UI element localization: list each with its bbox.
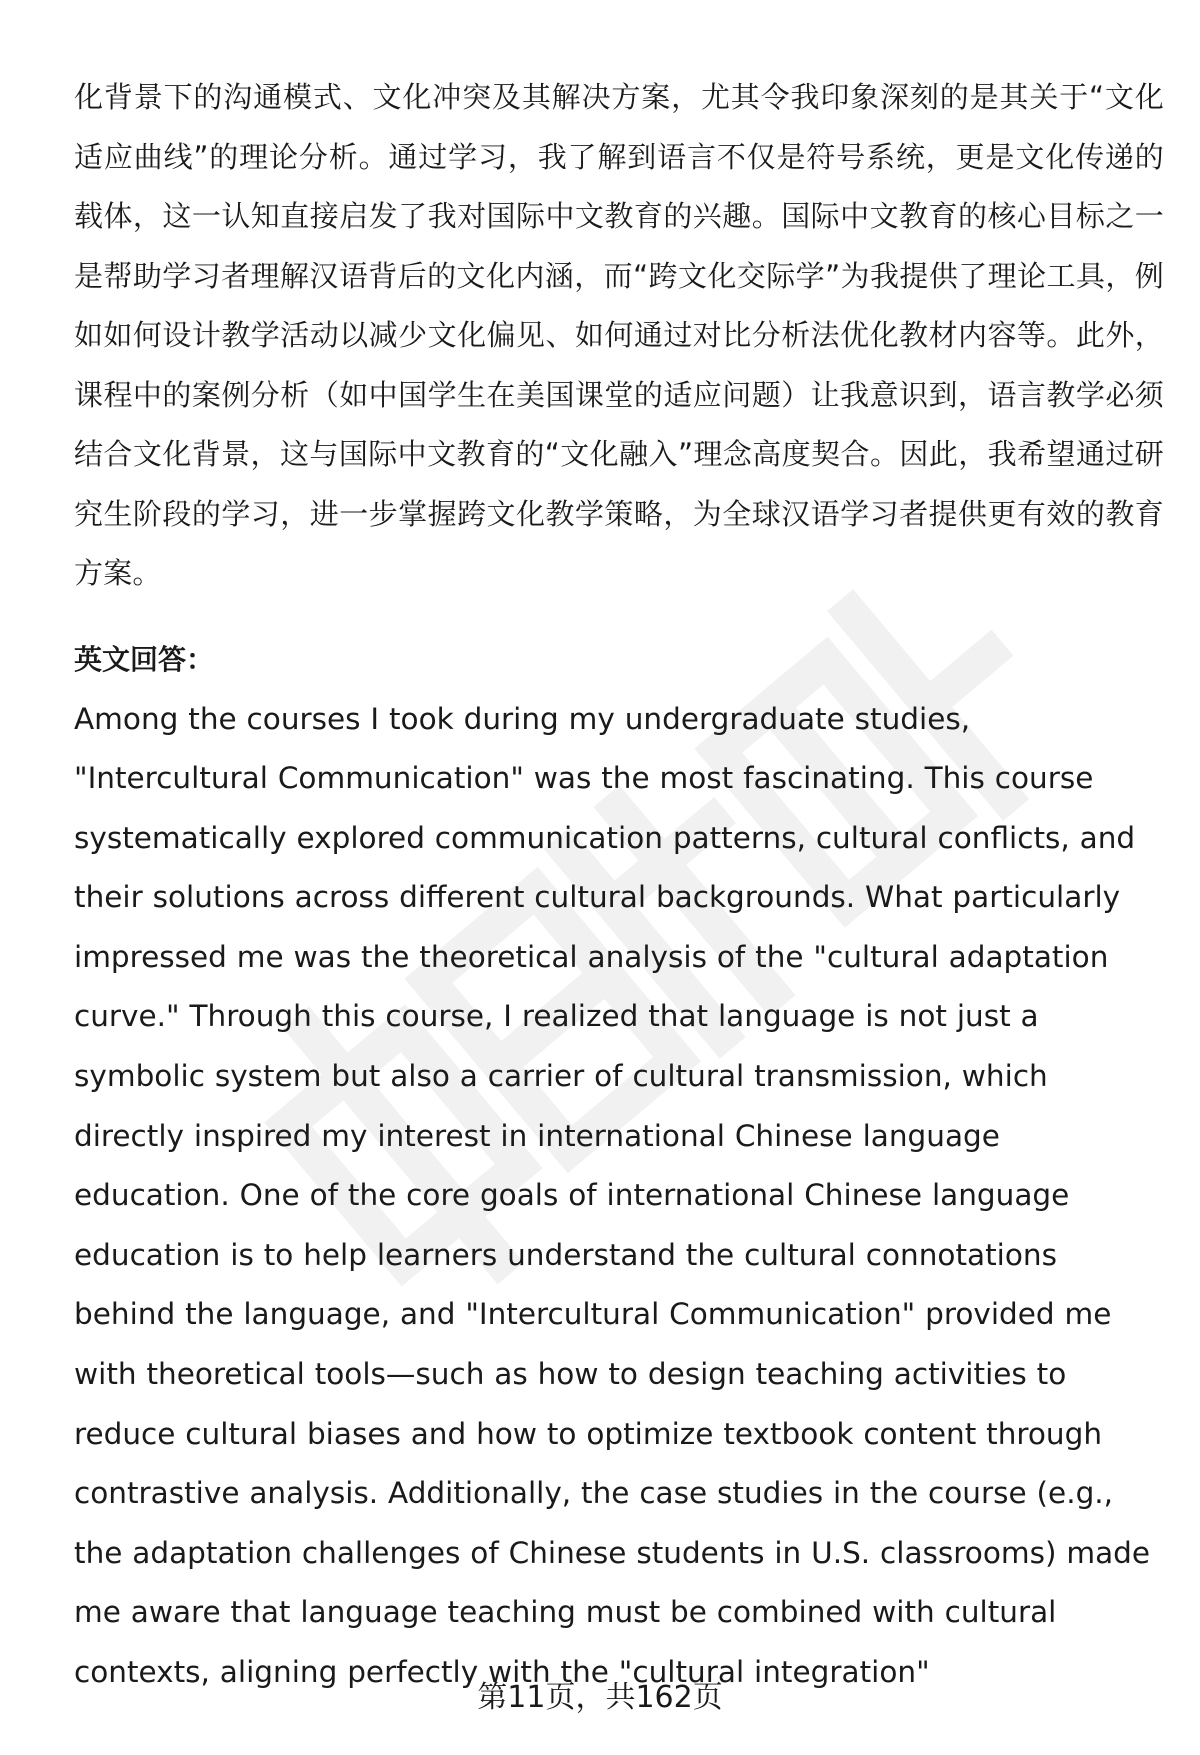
- english-answer-heading: 英文回答：: [74, 642, 215, 676]
- english-answer-paragraph: Among the courses I took during my undergraduate studies, "Intercultural Communication" was the most fascinating. This course systematically explored communication patterns, cultural conflicts, and their solutions across different cultural backgrounds. What particularly impressed me was the theoretical analysis of the "cultural adaptation curve." Through this course, I realized that language is not just a symbolic system but also a carrier of cultural transmission, which directly inspired my interest in international Chinese language education. One of the core goals of international Chinese language education is to help learners understand the cultural connotations behind the language, and "Intercultural Communication" provided me with theoretical tools—such as how to design teaching activities to reduce cultural biases and how to optimize textbook content through contrastive analysis. Additionally, the case studies in the course (e.g., the adaptation challenges of Chinese students in U.S. classrooms) made me aware that language teaching must be combined with cultural contexts, aligning perfectly with the "cultural integration": [74, 701, 1151, 1689]
- document-body: [74, 68, 1164, 1703]
- page-number-footer: 第11页，共162页: [477, 1680, 723, 1715]
- chinese-answer-paragraph: 化背景下的沟通模式、文化冲突及其解决方案，尤其令我印象深刻的是其关于“文化适应曲线”的理论分析。通过学习，我了解到语言不仅是符号系统，更是文化传递的载体，这一认知直接启发了我对国际中文教育的兴趣。国际中文教育的核心目标之一是帮助学习者理解汉语背后的文化内涵，而“跨文化交际学”为我提供了理论工具，例如如何设计教学活动以减少文化偏见、如何通过对比分析法优化教材内容等。此外，课程中的案例分析（如中国学生在美国课堂的适应问题）让我意识到，语言教学必须结合文化背景，这与国际中文教育的“文化融入”理念高度契合。因此，我希望通过研究生阶段的学习，进一步掌握跨文化教学策略，为全球汉语学习者提供更有效的教育方案。: [74, 80, 1164, 590]
